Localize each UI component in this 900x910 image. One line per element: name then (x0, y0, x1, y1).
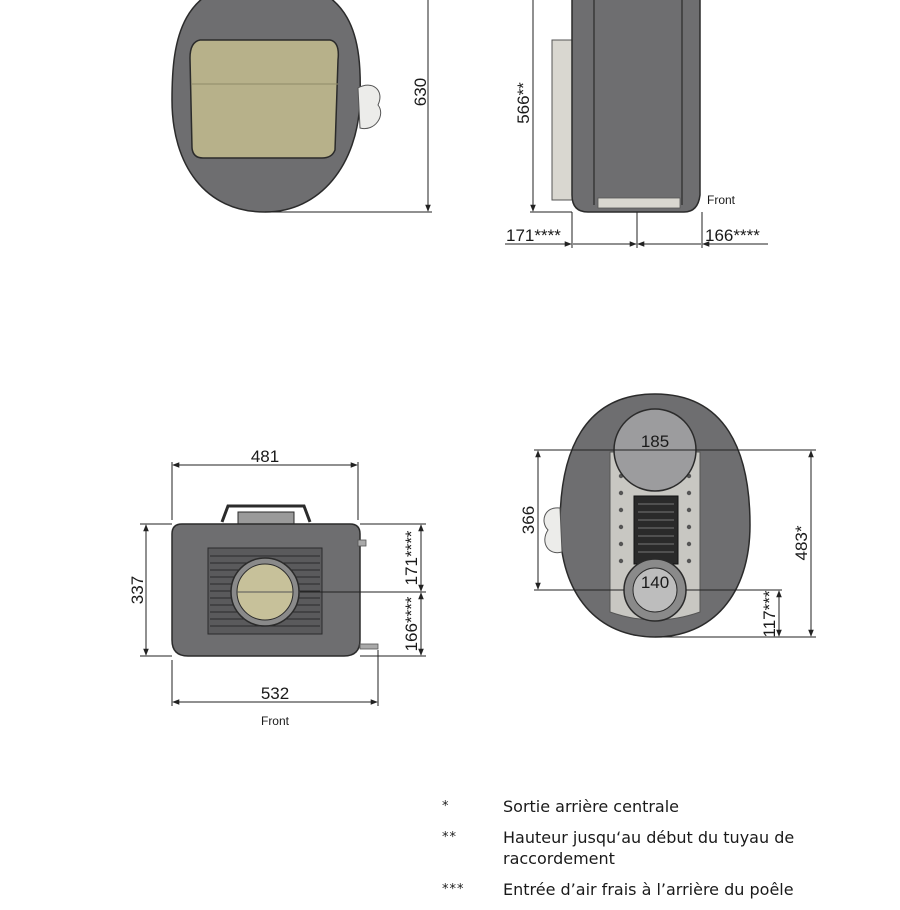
top-front-label: Front (260, 714, 290, 728)
dim-166-top: 166**** (402, 596, 421, 652)
dim-337: 337 (128, 575, 147, 605)
dim-171-side: 171**** (506, 226, 561, 245)
dim-185: 185 (640, 432, 670, 451)
side-handle (358, 85, 381, 128)
dim-630: 630 (411, 77, 430, 107)
legend (442, 796, 862, 910)
dim-171-top: 171**** (402, 530, 421, 586)
legend-mark: * (442, 799, 450, 814)
dim-117: 117*** (760, 590, 779, 638)
rear-bracket (552, 40, 574, 200)
dim-532: 532 (260, 684, 290, 703)
rear-side-handle (544, 508, 562, 553)
dim-483: 483* (792, 525, 811, 561)
legend-item (442, 827, 862, 869)
legend-text: Entrée d’air frais à l’arrière du poêle (503, 880, 794, 899)
front-view (172, 0, 432, 212)
side-front-label: Front (707, 193, 736, 207)
legend-item (442, 879, 862, 900)
stove-body-side (572, 0, 700, 212)
door-glass (190, 40, 338, 158)
legend-mark: *** (442, 882, 465, 897)
legend-text: Sortie arrière centrale (503, 797, 680, 816)
legend-text: Hauteur jusqu‘au début du tuyau de raccordement (503, 828, 795, 868)
rear-view (519, 394, 816, 637)
dim-140: 140 (640, 573, 670, 592)
dim-481: 481 (250, 447, 280, 466)
top-view (128, 447, 426, 728)
legend-item (442, 796, 862, 817)
dim-566: 566** (514, 82, 533, 124)
dim-166-side: 166**** (705, 226, 760, 245)
legend-mark: ** (442, 830, 457, 845)
side-view (505, 0, 768, 248)
dim-366: 366 (519, 505, 538, 535)
rating-plate (634, 496, 678, 564)
